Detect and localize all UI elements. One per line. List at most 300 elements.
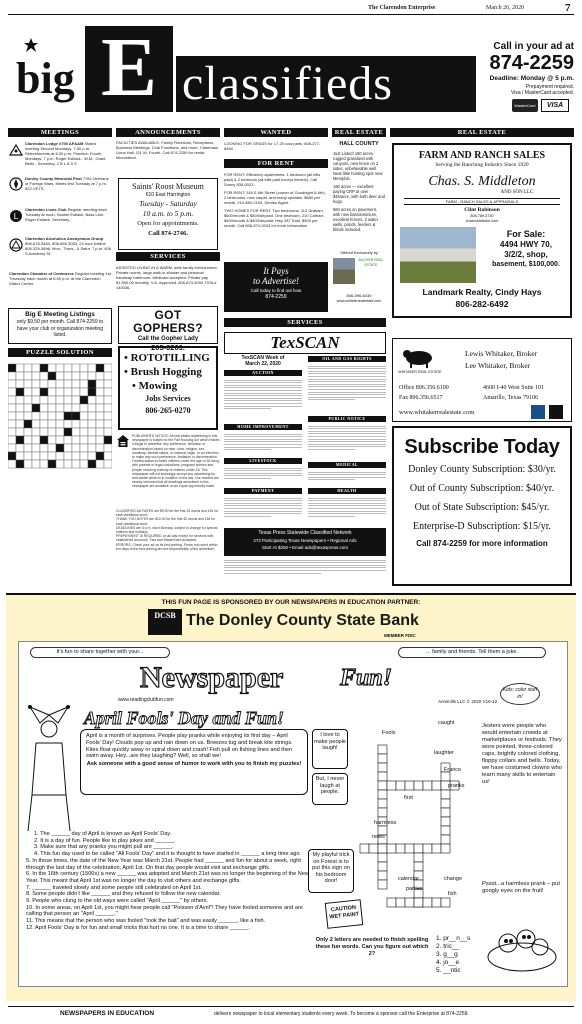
puzzle-cell xyxy=(40,380,48,388)
crossword-cell[interactable] xyxy=(441,799,450,808)
puzzle-cell xyxy=(48,412,56,420)
puzzle-cell xyxy=(72,380,80,388)
crossword-cell[interactable] xyxy=(378,754,387,763)
crossword-cell[interactable] xyxy=(441,826,450,835)
for-rent-header: FOR RENT xyxy=(224,159,328,168)
text-line xyxy=(224,434,302,435)
whitaker-addr-1: 4600 I-40 West Suite 101 xyxy=(483,385,545,391)
puzzle-cell xyxy=(16,452,24,460)
puzzle-cell xyxy=(104,372,112,380)
paper-name: The Clarendon Enterprise xyxy=(368,5,436,11)
text-line xyxy=(224,468,302,469)
gophers-ad xyxy=(118,306,218,352)
puzzle-cell xyxy=(80,404,88,412)
puzzle-cell xyxy=(32,388,40,396)
texscan-week: TexSCAN Week of xyxy=(241,355,285,361)
for-rent-ad: TWO HOMES FOR RENT: Two bedrooms, 113 Graham, $600/month & $500/deposit. One bedroom, 210 Carhart, $400/month & $400/deposit. Hwy 287 East, $500 per month. Call 806-874-0043 for more information. xyxy=(224,208,325,228)
puzzle-cell xyxy=(56,404,64,412)
puzzle-cell xyxy=(56,452,64,460)
banner-classifieds: classifieds xyxy=(182,57,393,110)
question: 2. It is a day of fun. People like to play jokes and ______. xyxy=(34,837,176,844)
saints-roost-ad xyxy=(118,178,218,250)
call-phone: 874-2259 xyxy=(489,52,574,74)
puzzle-cell xyxy=(96,412,104,420)
puzzle-cell xyxy=(64,380,72,388)
text-line xyxy=(224,475,302,476)
crossword-cell[interactable] xyxy=(369,844,378,853)
subscribe-rate-1: Donley County Subscription: $30/yr. xyxy=(408,464,556,475)
jesters-text: Jesters were people who would entertain crowds at marketplaces or festivals. They wore pointed, three-colored caps, brightly colored clothing, floppy collars and bells. Today, we have costumed clowns who learn many skills to entertain us! xyxy=(482,723,562,785)
text-line xyxy=(224,395,302,396)
text-line xyxy=(308,500,386,501)
middleton-name: Chas. S. Middleton xyxy=(428,174,536,189)
bubble-laugh: I love to make people laugh! xyxy=(312,729,348,769)
crossword-grid xyxy=(356,725,476,935)
text-line xyxy=(308,426,386,427)
puzzle-cell xyxy=(64,404,72,412)
middleton-type: FARM - RANCH SALES & APPRAISALS xyxy=(404,198,560,205)
text-line xyxy=(308,394,386,395)
puzzle-cell xyxy=(88,444,96,452)
puzzle-cell xyxy=(96,460,104,468)
subscribe-title: Subscribe Today xyxy=(404,436,560,458)
puzzle-cell xyxy=(32,412,40,420)
crossword-cell[interactable] xyxy=(441,808,450,817)
hall-county-p2: 190 acres — excellent paying CRP at over $45/acre, with both deer and hogs. xyxy=(333,184,385,204)
roto-line-1: • ROTOTILLING xyxy=(124,352,210,364)
facilities-ad: FACILITIES AVAILABLE: Family Reunions, Receptions, Business Meetings, Club Functions, and more. Clarendon Lions Hall, 111 W. Fourth. Call 874-2259 for rental information. xyxy=(116,140,219,160)
subscribe-rate-4: Enterprise-D Subscription: $15/yr. xyxy=(412,521,552,532)
text-line xyxy=(224,447,302,448)
puzzle-cell xyxy=(80,444,88,452)
texscan-head: MEDICAL xyxy=(308,462,386,468)
puzzle-cell xyxy=(72,372,80,380)
text-line xyxy=(224,408,271,409)
cards: Visa / MasterCard accepted. xyxy=(511,90,574,96)
caution-sign: CAUTION WET PAINT xyxy=(325,899,364,929)
text-line xyxy=(224,406,302,407)
for-rent-ad: FOR RENT: Efficiency apartments, 1 bedroom (all bills paid) & 2 bedroom (all bills paid except electric). Call Sonny 535-0023. xyxy=(224,172,321,187)
puzzle-cell xyxy=(16,460,24,468)
crossword-cell[interactable] xyxy=(396,898,405,907)
saints-appt: Open for appointments. xyxy=(137,220,199,227)
whitaker-broker-2: Lee Whitaker, Broker xyxy=(465,361,531,370)
puzzle-cell xyxy=(88,364,96,372)
question: 8. Some people didn't like ______ and they refused to follow the new calendar. xyxy=(26,891,221,898)
texscan-head: HEALTH xyxy=(308,488,386,494)
crossword-cell[interactable] xyxy=(387,781,396,790)
puzzle-cell xyxy=(32,396,40,404)
issue-date: March 26, 2020 xyxy=(486,5,525,11)
puzzle-cell xyxy=(96,396,104,404)
crossword-word: first xyxy=(404,795,413,801)
middleton-web: chasmiddleton.com xyxy=(465,218,499,223)
nie-sponsor-line: THIS FUN PAGE IS SPONSORED BY OUR NEWSPAPERS IN EDUCATION PARTNER: xyxy=(161,599,421,606)
subscribe-rate-2: Out of County Subscription: $40/yr. xyxy=(409,483,555,494)
crossword-cell[interactable] xyxy=(441,772,450,781)
announcements-header: ANNOUNCEMENTS xyxy=(116,128,220,137)
crossword-cell[interactable] xyxy=(378,853,387,862)
ad-rates xyxy=(116,509,220,585)
puzzle-cell xyxy=(48,452,56,460)
services-header: SERVICES xyxy=(116,252,220,261)
crossword-cell[interactable] xyxy=(378,799,387,808)
text-line xyxy=(224,567,386,568)
rototilling-ad xyxy=(118,346,218,430)
puzzle-cell xyxy=(104,380,112,388)
puzzle-cell xyxy=(16,388,24,396)
puzzle-cell xyxy=(8,364,16,372)
puzzle-cell xyxy=(56,412,64,420)
text-line xyxy=(224,398,302,399)
crossword-cell[interactable] xyxy=(405,898,414,907)
puzzle-cell xyxy=(16,436,24,444)
question: 10. In some areas, on April 1st, you might hear people call "Poisson d'Avril"! They have fooled someone and are calling that person an "April ______." xyxy=(26,904,303,918)
crossword-cell[interactable] xyxy=(441,790,450,799)
puzzle-cell xyxy=(56,460,64,468)
text-line xyxy=(308,386,386,387)
puzzle-cell xyxy=(104,444,112,452)
puzzle-cell xyxy=(8,372,16,380)
puzzle-cell xyxy=(32,436,40,444)
puzzle-cell xyxy=(104,428,112,436)
puzzle-cell xyxy=(64,396,72,404)
puzzle-cell xyxy=(48,372,56,380)
middleton-sons: AND SON LLC xyxy=(500,190,534,195)
crossword-word: parties xyxy=(406,886,423,892)
meeting-text: Regular meeting each Tuesday at noon. Scarlet Estlack, Bass Lion. Roger Estlack, Secretary. xyxy=(25,207,107,222)
crossword-cell[interactable] xyxy=(405,781,414,790)
puzzle-cell xyxy=(8,436,16,444)
puzzle-cell xyxy=(88,380,96,388)
text-line xyxy=(224,500,302,501)
hall-county-phone: 806-596-6030 xyxy=(346,293,372,298)
intro-text: April is a month of surprises. People play pranks while enjoying its first day – April Fools' Day! Clouds pop up and rain down on us. Breezes tug and break kite strings. Kites float quickly away or spiral down and crash! Fish pull on fishing lines and then swim away. Hey...are they laughing? Well, so shall we! xyxy=(86,733,293,760)
crossword-cell[interactable] xyxy=(441,844,450,853)
puzzle-cell xyxy=(64,428,72,436)
puzzle-cell xyxy=(72,420,80,428)
farmhouse-photo xyxy=(400,227,476,283)
prepay: Prepayment required. xyxy=(525,84,574,90)
texscan-text-block xyxy=(224,496,302,524)
puzzle-cell xyxy=(48,404,56,412)
crossword-cell[interactable] xyxy=(441,898,450,907)
texscan-text-block xyxy=(224,466,302,486)
crossword-cell[interactable] xyxy=(414,844,423,853)
for-rent-list xyxy=(224,172,328,228)
big-e-meetings-text: only $9.50 per month. Call 874-2259 to have your club or organization meeting listed. xyxy=(16,319,104,338)
crossword-word: Fools xyxy=(382,730,396,736)
meeting-text: 806-678-5463, 806-665-3053, 24 hour hotline 806-329-3698. Mon., Thurs., & Satur. 7 p.m. 406 S Academy St. xyxy=(25,241,111,256)
text-line xyxy=(224,382,302,383)
text-line xyxy=(308,439,386,440)
puzzle-cell xyxy=(8,380,16,388)
bucher-logo: BUCHER REAL ESTATE xyxy=(358,258,384,267)
agent-contact: 806.789.3730 xyxy=(470,214,494,218)
puzzle-cell xyxy=(16,412,24,420)
puzzle-cell xyxy=(40,460,48,468)
bank-name: The Donley County State Bank xyxy=(186,612,419,629)
puzzle-cell xyxy=(64,372,72,380)
text-line xyxy=(224,478,271,479)
puzzle-cell xyxy=(72,388,80,396)
texscan-head: AUCTION xyxy=(224,370,302,376)
text-line xyxy=(224,444,302,445)
text-line xyxy=(224,508,302,509)
puzzle-cell xyxy=(72,412,80,420)
assisted-living-ad: ASSISTED LIVING IN A WARM, safe family environment. Private rooms, large walk-in shower and personal handicap bathroom. Medicaid accepted. Private pay $1,900.00 monthly. V.A. Approved. 806-874-5000 TXSL# 140036. xyxy=(116,265,218,290)
text-line xyxy=(308,503,386,504)
puzzle-cell xyxy=(40,388,48,396)
puzzle-cell xyxy=(72,436,80,444)
offered-label: Offered Exclusively by xyxy=(340,251,378,255)
footer-bold: NEWSPAPERS IN EDUCATION xyxy=(60,1010,155,1017)
crossword-cell[interactable] xyxy=(378,880,387,889)
puzzle-cell xyxy=(8,388,16,396)
puzzle-cell xyxy=(64,452,72,460)
crossword-word: pranks xyxy=(448,783,465,789)
puzzle-cell xyxy=(64,420,72,428)
puzzle-cell xyxy=(32,460,40,468)
puzzle-cell xyxy=(88,420,96,428)
sale-line-2: 3/2/2, shop, xyxy=(504,250,548,259)
text-line xyxy=(224,511,302,512)
it-pays-l3: Call today to find out how xyxy=(250,288,302,293)
nie-url: www.readingclubfun.com xyxy=(118,697,174,703)
puzzle-cell xyxy=(48,436,56,444)
crossword-word: caught xyxy=(438,720,455,726)
puzzle-cell xyxy=(16,372,24,380)
question: 7. ______ traveled slowly and some people still celebrated on April 1st. xyxy=(26,884,202,891)
puzzle-cell xyxy=(40,372,48,380)
puzzle-cell xyxy=(48,396,56,404)
puzzle-cell xyxy=(48,460,56,468)
puzzle-cell xyxy=(8,420,16,428)
crossword-cell[interactable] xyxy=(387,844,396,853)
kids-bubble: Kids: color stuff in! xyxy=(500,683,540,705)
meetings-list xyxy=(8,139,112,309)
text-line xyxy=(224,503,302,504)
subscribe-ad xyxy=(392,426,572,586)
question: 3. Make sure that any pranks you might pull are ______. xyxy=(34,844,174,851)
fun-word: Fun! xyxy=(340,665,393,691)
lions-icon xyxy=(9,209,23,223)
text-line xyxy=(308,449,355,450)
puzzle-cell xyxy=(16,428,24,436)
crossword-cell[interactable] xyxy=(414,781,423,790)
puzzle-cell xyxy=(24,404,32,412)
subscribe-call: Call 874-2259 for more information xyxy=(416,539,548,548)
landmark-realty: Landmark Realty, Cindy Hays xyxy=(422,287,542,297)
texscan-text-block xyxy=(308,424,386,460)
puzzle-cell xyxy=(48,444,56,452)
puzzle-cell xyxy=(64,436,72,444)
subscribe-rate-3: Out of State Subscription: $45/yr. xyxy=(414,502,550,513)
text-line xyxy=(308,444,386,445)
puzzle-cell xyxy=(32,428,40,436)
crossword-cell[interactable] xyxy=(441,835,450,844)
puzzle-cell xyxy=(24,380,32,388)
text-line xyxy=(308,505,386,506)
puzzle-cell xyxy=(88,404,96,412)
realtor-icon xyxy=(549,405,563,419)
crossword-cell[interactable] xyxy=(432,781,441,790)
call-line: Call in your ad at xyxy=(493,41,574,52)
intro-box xyxy=(80,729,308,795)
text-line xyxy=(224,393,302,394)
puzzle-cell xyxy=(88,412,96,420)
crossword-cell[interactable] xyxy=(432,898,441,907)
text-line xyxy=(224,516,271,517)
crossword-word: change xyxy=(444,876,463,882)
puzzle-cell xyxy=(24,372,32,380)
crossword-cell[interactable] xyxy=(378,745,387,754)
crossword-cell[interactable] xyxy=(378,781,387,790)
crossword-cell[interactable] xyxy=(378,871,387,880)
crossword-cell[interactable] xyxy=(396,781,405,790)
puzzle-cell xyxy=(24,412,32,420)
puzzle-cell xyxy=(96,420,104,428)
gophers-title: GOT GOPHERS? xyxy=(133,308,203,335)
text-line xyxy=(224,387,302,388)
nie-section xyxy=(6,593,576,1001)
puzzle-cell xyxy=(56,396,64,404)
it-pays-ad xyxy=(224,262,328,312)
crossword-cell[interactable] xyxy=(414,898,423,907)
puzzle-cell xyxy=(72,460,80,468)
puzzle-cell xyxy=(96,372,104,380)
crossword-cell[interactable] xyxy=(396,844,405,853)
texscan-text-block xyxy=(308,496,386,524)
puzzle-cell xyxy=(24,420,32,428)
crossword-cell[interactable] xyxy=(387,898,396,907)
april-fools-title: April Fools' Day and Fun! xyxy=(84,708,285,728)
question: 6. In the 16th century (1500s) a new ______ was adopted and March 21st was no longer the beginning of the New Year. This meant that April 1st was no longer the day to visit others and exchange gifts. xyxy=(26,871,309,884)
crossword-cell[interactable] xyxy=(414,853,423,862)
fill-word: 3. g__g xyxy=(436,951,458,958)
fill-word: 1. pr__n__s xyxy=(436,935,471,942)
question: 5. In those times, the date of the New Year was March 21st. People had ______ and fun for about a week, right through the last day of the celebration, April 1st. On that day people would visit and exchange gifts. xyxy=(26,857,301,871)
puzzle-cell xyxy=(80,420,88,428)
meetings-header: MEETINGS xyxy=(8,128,112,137)
crossword-cell[interactable] xyxy=(432,844,441,853)
puzzle-cell xyxy=(56,364,64,372)
puzzle-cell xyxy=(40,444,48,452)
sale-block xyxy=(480,229,572,270)
crossword-cell[interactable] xyxy=(378,844,387,853)
text-line xyxy=(224,441,302,442)
question: 1. The ______ day of April is known as April Fools' Day. xyxy=(34,831,172,837)
saints-hours: 10 a.m. to 5 p.m. xyxy=(142,209,194,218)
text-line xyxy=(308,433,386,434)
bubble-trick: My playful trick on Forest is to put this sign on his bedroom door! xyxy=(308,849,354,893)
whitaker-logo: WHITAKER REAL ESTATE xyxy=(398,370,442,374)
puzzle-cell xyxy=(72,364,80,372)
jester-illustration xyxy=(22,705,76,835)
text-line xyxy=(224,400,302,401)
puzzle-cell xyxy=(40,436,48,444)
texscan-head: HOME IMPROVEMENT xyxy=(224,424,302,430)
saints-days: Tuesday - Saturday xyxy=(139,199,197,208)
texscan-footer xyxy=(224,528,386,556)
bbb-icon xyxy=(531,405,545,419)
crossword-cell[interactable] xyxy=(423,898,432,907)
crossword-cell[interactable] xyxy=(405,844,414,853)
puzzle-cell xyxy=(16,380,24,388)
text-line xyxy=(308,513,386,514)
puzzle-cell xyxy=(96,444,104,452)
puzzle-cell xyxy=(96,428,104,436)
puzzle-cell xyxy=(24,460,32,468)
puzzle-cell xyxy=(56,444,64,452)
text-line xyxy=(308,379,386,380)
bubble-never: But, I never laugh at people. xyxy=(312,773,348,805)
texscan-head: PAYMENT xyxy=(224,488,302,494)
puzzle-cell xyxy=(88,428,96,436)
crossword-cell[interactable] xyxy=(378,763,387,772)
crossword-word: news xyxy=(372,834,385,840)
puzzle-cell xyxy=(96,404,104,412)
puzzle-cell xyxy=(40,396,48,404)
texscan-text-block xyxy=(308,470,386,486)
crossword-cell[interactable] xyxy=(423,844,432,853)
puzzle-cell xyxy=(96,452,104,460)
visa-logo: VISA xyxy=(541,99,569,112)
puzzle-cell xyxy=(104,412,112,420)
whitaker-ad xyxy=(392,338,572,422)
roto-phone: 806-265-0270 xyxy=(145,406,191,415)
nie-footer xyxy=(8,1006,574,1020)
real-estate-header-2: REAL ESTATE xyxy=(390,128,574,137)
mastercard-logo: MasterCard xyxy=(512,99,538,112)
classifieds-banner xyxy=(8,18,574,116)
puzzle-cell xyxy=(104,436,112,444)
puzzle-cell xyxy=(48,380,56,388)
text-line xyxy=(308,477,386,478)
crossword-cell[interactable] xyxy=(414,862,423,871)
sale-line-3: basement, $100,000. xyxy=(492,261,560,268)
whitaker-broker-1: Lewis Whitaker, Broker xyxy=(465,349,538,358)
crossword-cell[interactable] xyxy=(378,772,387,781)
puzzle-cell xyxy=(104,452,112,460)
real-estate-header: REAL ESTATE xyxy=(332,128,386,137)
puzzle-cell xyxy=(64,364,72,372)
puzzle-cell xyxy=(40,364,48,372)
text-line xyxy=(224,436,302,437)
puzzle-cell xyxy=(32,404,40,412)
crossword-cell[interactable] xyxy=(378,862,387,871)
puzzle-cell xyxy=(88,460,96,468)
crossword-cell[interactable] xyxy=(378,790,387,799)
ad-rate-line: CLASSIFIED AD RATES are $9.50 for the first 15 words and 15¢ for each additional word. xyxy=(116,509,219,518)
crossword-cell[interactable] xyxy=(378,808,387,817)
questions-list xyxy=(26,831,312,932)
puzzle-cell xyxy=(40,428,48,436)
star-icon xyxy=(24,38,38,52)
puzzle-cell xyxy=(104,388,112,396)
puzzle-cell xyxy=(104,396,112,404)
psst-text: Pssst...a harmless prank – put googly eyes on the fruit! xyxy=(482,881,560,894)
puzzle-cell xyxy=(104,404,112,412)
crossword-cell[interactable] xyxy=(360,844,369,853)
crossword-cell[interactable] xyxy=(423,781,432,790)
newspaper-word: Newspaper xyxy=(140,661,284,694)
text-line xyxy=(224,385,302,386)
puzzle-cell xyxy=(80,372,88,380)
puzzle-cell xyxy=(40,452,48,460)
crossword-cell[interactable] xyxy=(441,817,450,826)
puzzle-cell xyxy=(80,412,88,420)
